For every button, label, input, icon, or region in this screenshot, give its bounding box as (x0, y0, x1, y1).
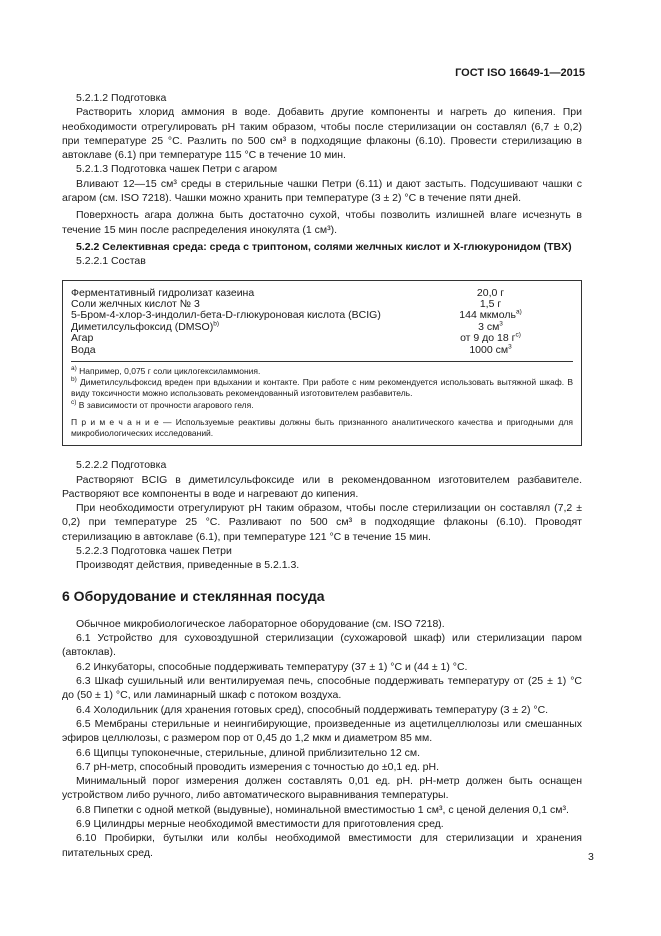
table-notes (71, 361, 573, 439)
section-5-2-2-1-title: 5.2.2.1 Состав (76, 255, 146, 268)
component-name: Ферментативный гидролизат казеина (71, 286, 255, 299)
section-5-2-1-2-text: Растворить хлорид аммония в воде. Добавить другие компоненты и нагреть до кипения. При необходимости отрегулировать pH таким образом, чтобы после стерилизации он составлял (6,7 ± 0,2) при температуре 25 °C. Разлить по 500 см³ в подходящие флаконы (6.10). Провести стерилизацию в автоклаве (6.1) при температуре 115 °C в течение 10 мин. (62, 106, 582, 162)
section-5-2-2-3-text: Производят действия, приведенные в 5.2.1.3. (76, 559, 300, 572)
footnote-text: В зависимости от прочности агарового геля. (78, 399, 254, 410)
footnote-c (71, 400, 573, 411)
footnote-text: Диметилсульфоксид вреден при вдыхании и контакте. При работе с ним рекомендуется использовать вытяжной шкаф. В виду токсичности можно использовать рекомендованный изготовителем разбавитель. (71, 377, 574, 399)
equipment-item: 6.3 Шкаф сушильный или вентилируемая печь, способные поддерживать температуру от (25 ± 1) °C до (50 ± 1) °C, или ламинарный шкаф с потоком воздуха. (62, 675, 582, 702)
equipment-item: 6.10 Пробирки, бутылки или колбы необходимой вместимости для стерилизации и хранения питательных сред. (62, 832, 582, 859)
component-value: от 9 до 18 г (460, 332, 516, 345)
section-5-2-2-2-title: 5.2.2.2 Подготовка (76, 459, 167, 472)
component-name: Вода (71, 343, 96, 356)
component-value: 144 мкмоль (459, 309, 516, 322)
unit-exponent: 3 (508, 343, 512, 351)
equipment-item: 6.2 Инкубаторы, способные поддерживать температуру (37 ± 1) °C и (44 ± 1) °C. (76, 660, 468, 673)
component-name: 5-Бром-4-хлор-3-индолил-бета-D-глюкуроновая кислота (BCIG) (71, 309, 381, 322)
section-5-2-1-3-title: 5.2.1.3 Подготовка чашек Петри с агаром (76, 163, 278, 176)
section-5-2-2-title: 5.2.2 Селективная среда: среда с триптоном, солями желчных кислот и X-глюкуронидом (TBX) (76, 240, 572, 253)
unit-exponent: 3 (499, 320, 503, 328)
equipment-item: 6.4 Холодильник (для хранения готовых сред), способный поддерживать температуру (3 ± 2) °C. (76, 703, 549, 716)
footnote-ref: a) (515, 308, 522, 316)
section-5-2-1-3-paragraph: Поверхность агара должна быть достаточно сухой, чтобы позволить излишней влаге исчезнуть в течение 15 мин после распределения инокулята (1 см³). (62, 209, 582, 236)
component-name: Агар (71, 332, 94, 345)
footnote-text: Например, 0,075 г соли циклогексиламмония. (79, 366, 261, 376)
footnote-a (71, 366, 573, 377)
section-5-2-1-2-title: 5.2.1.2 Подготовка (76, 92, 167, 104)
footnote-b (71, 377, 573, 399)
component-name: Соли желчных кислот № 3 (71, 297, 200, 310)
component-name: Диметилсульфоксид (DMSO) (71, 320, 214, 333)
footnote-ref: c) (515, 331, 521, 339)
component-value: 3 см (478, 320, 500, 333)
section-5-2-1-3-paragraph: Вливают 12—15 см³ среды в стерильные чашки Петри (6.11) и дают застыть. Подсушивают чашки с агаром (см. ISO 7218). Чашки можно хранить при температуре (3 ± 2) °C в течение пяти дней. (62, 177, 582, 205)
component-value-cell (408, 345, 573, 356)
footnote-marker: b) (71, 376, 77, 384)
footnote-ref: b) (213, 320, 219, 328)
equipment-item: 6.8 Пипетки с одной меткой (выдувные), номинальной вместимостью 1 см³, с ценой деления 0,1 см³. (76, 803, 569, 816)
document-id: ГОСТ ISO 16649-1—2015 (455, 67, 585, 79)
equipment-item: 6.7 pH-метр, способный проводить измерения с точностью до ±0,1 ед. pH. (76, 760, 440, 773)
table-note (71, 417, 573, 439)
page-content (62, 91, 582, 860)
component-value: 20,0 г (476, 286, 505, 299)
equipment-item: 6.9 Цилиндры мерные необходимой вместимости для приготовления сред. (76, 818, 444, 831)
equipment-item: 6.6 Щипцы тупоконечные, стерильные, длиной приблизительно 12 см. (76, 746, 420, 759)
page-number: 3 (588, 851, 594, 863)
section-5-2-2-2-paragraph: При необходимости отрегулируют pH таким образом, чтобы после стерилизации он составлял (7,2 ± 0,2) при температуре 25 °C. Разливают по 500 см³ в подходящие флаконы (6.10). Проводят стерилизацию в автоклаве (6.1), при температуре 121 °C в течение 15 мин. (62, 502, 582, 543)
section-6-title: 6 Оборудование и стеклянная посуда (62, 587, 325, 604)
composition-row (71, 345, 573, 356)
component-name-cell (71, 322, 408, 333)
section-5-2-2-2-paragraph: Растворяют BCIG в диметилсульфоксиде или в рекомендованном изготовителем разбавителе. Растворяют все компоненты в воде и нагревают до кипения. (62, 473, 582, 500)
footnote-marker: a) (71, 365, 77, 373)
note-text: — Используемые реактивы должны быть признанного аналитического качества и пригодными для микробиологических исследований. (71, 416, 573, 439)
component-value: 1,5 г (479, 297, 502, 310)
equipment-item: 6.1 Устройство для суховоздушной стерилизации (сухожаровой шкаф) или стерилизации паром (автоклав). (62, 632, 582, 659)
equipment-item: 6.5 Мембраны стерильные и неингибирующие, произведенные из ацетилцеллюлозы или смешанных эфиров целлюлозы, с размером пор от 0,45 до 1,2 мкм и диаметром 85 мм. (62, 717, 582, 745)
section-6-intro: Обычное микробиологическое лабораторное оборудование (см. ISO 7218). (76, 617, 445, 630)
section-5-2-2-3-title: 5.2.2.3 Подготовка чашек Петри (76, 545, 232, 557)
equipment-item: Минимальный порог измерения должен составлять 0,01 ед. pH. pH-метр должен быть оснащен устройством либо ручного, либо автоматического выравнивания температуры. (62, 775, 582, 802)
composition-table (62, 280, 582, 447)
note-label: П р и м е ч а н и е (71, 416, 159, 427)
component-value: 1000 см (469, 343, 509, 356)
footnote-marker: c) (71, 398, 77, 406)
